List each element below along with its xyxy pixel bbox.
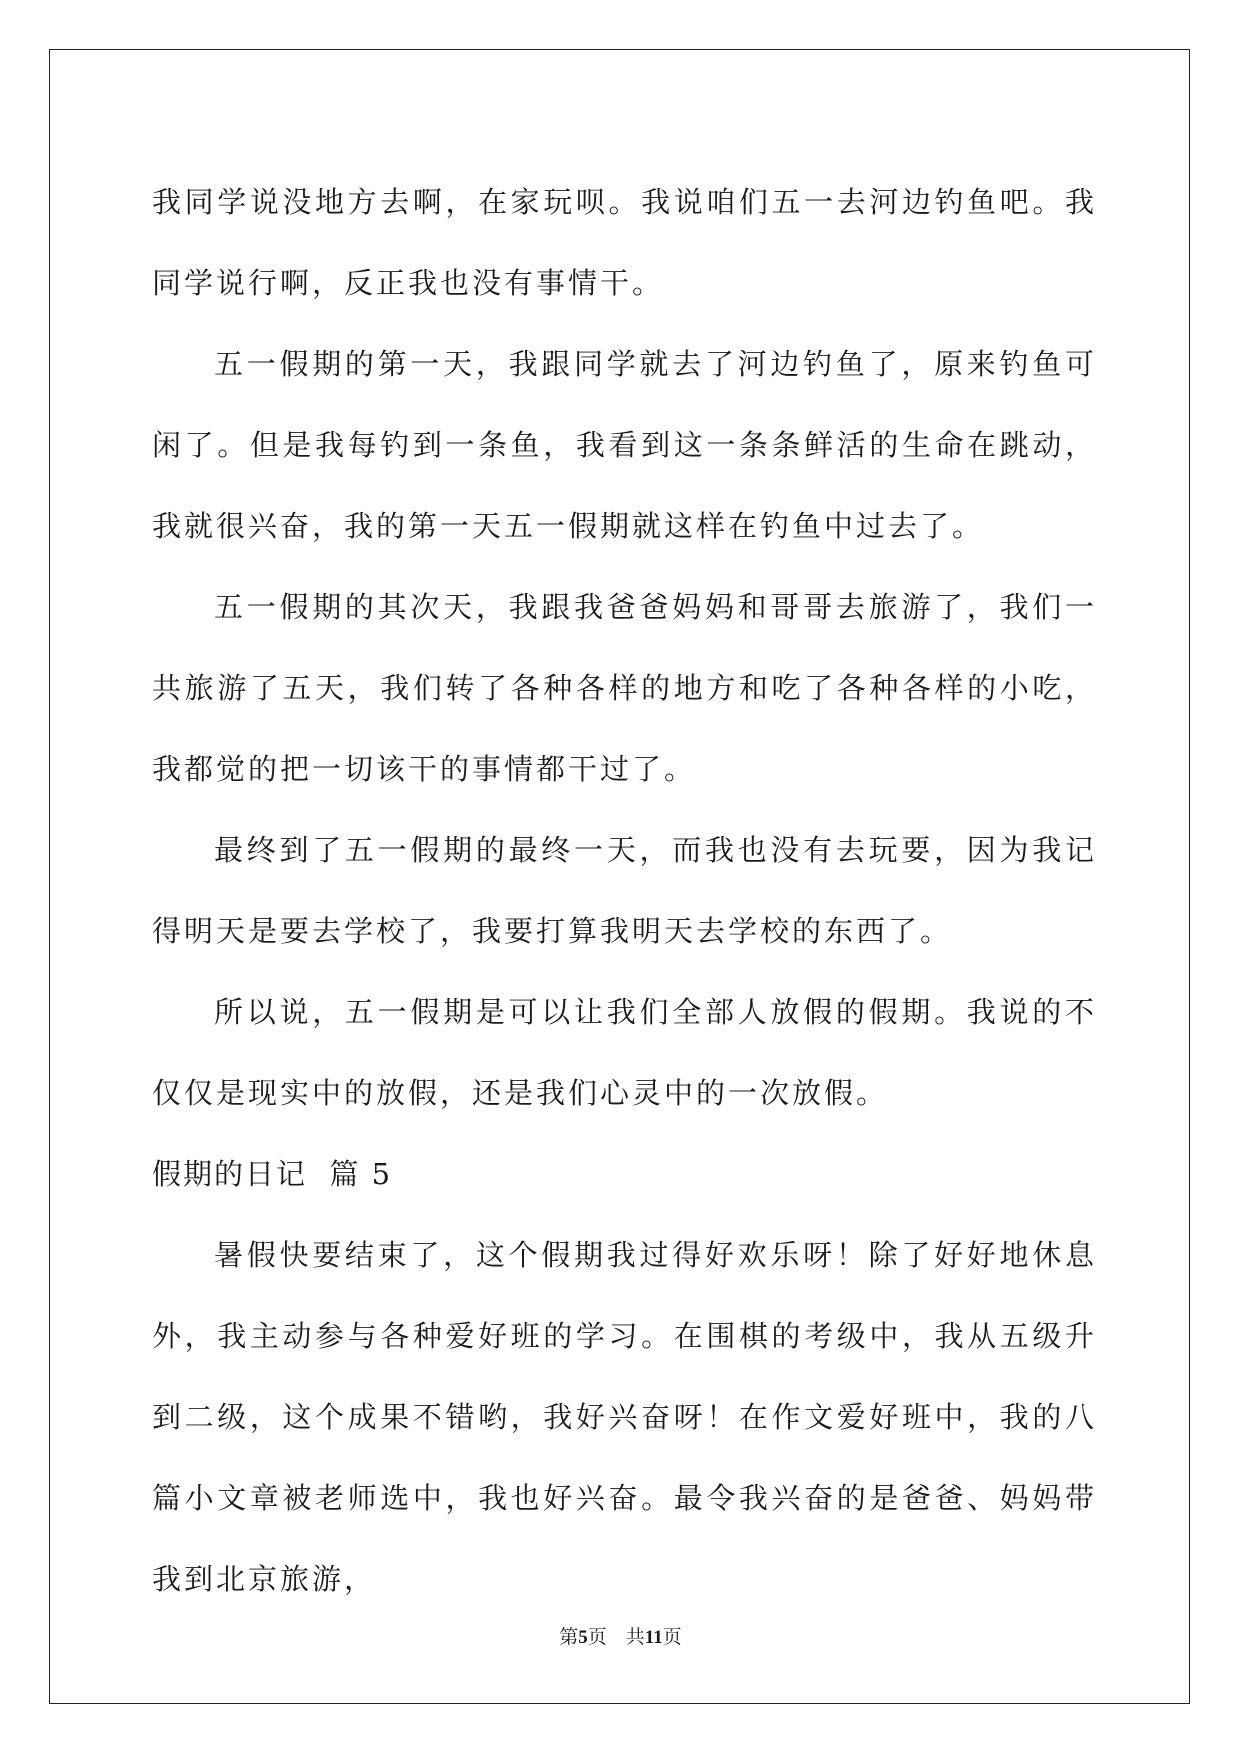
page-number: 5 [578, 1627, 588, 1648]
page-footer [0, 1622, 1241, 1649]
paragraph: 五一假期的其次天，我跟我爸爸妈妈和哥哥去旅游了，我们一共旅游了五天，我们转了各种各样的地方和吃了各种各样的小吃，我都觉的把一切该干的事情都干过了。 [152, 590, 1097, 786]
footer-prefix: 第 [559, 1627, 579, 1648]
paragraph: 我同学说没地方去啊，在家玩呗。我说咱们五一去河边钓鱼吧。我同学说行啊，反正我也没有事情干。 [152, 185, 1097, 300]
section-heading: 假期的日记 篇 5 [152, 1157, 393, 1191]
paragraph: 最终到了五一假期的最终一天，而我也没有去玩要，因为我记得明天是要去学校了，我要打算我明天去学校的东西了。 [152, 833, 1097, 948]
document-body [152, 162, 1097, 1620]
paragraph: 暑假快要结束了，这个假期我过得好欢乐呀！除了好好地休息外，我主动参与各种爱好班的学习。在围棋的考级中，我从五级升到二级，这个成果不错哟，我好兴奋呀！在作文爱好班中，我的八篇小文章被老师选中，我也好兴奋。最令我兴奋的是爸爸、妈妈带我到北京旅游， [152, 1238, 1097, 1596]
footer-total-prefix: 共 [625, 1627, 645, 1648]
footer-total-suffix: 页 [662, 1627, 682, 1648]
paragraph: 五一假期的第一天，我跟同学就去了河边钓鱼了，原来钓鱼可闲了。但是我每钓到一条鱼，我看到这一条条鲜活的生命在跳动，我就很兴奋，我的第一天五一假期就这样在钓鱼中过去了。 [152, 347, 1097, 543]
paragraph: 所以说，五一假期是可以让我们全部人放假的假期。我说的不仅仅是现实中的放假，还是我们心灵中的一次放假。 [152, 995, 1097, 1110]
footer-page-suffix: 页 [587, 1627, 607, 1648]
total-pages: 11 [644, 1627, 663, 1648]
